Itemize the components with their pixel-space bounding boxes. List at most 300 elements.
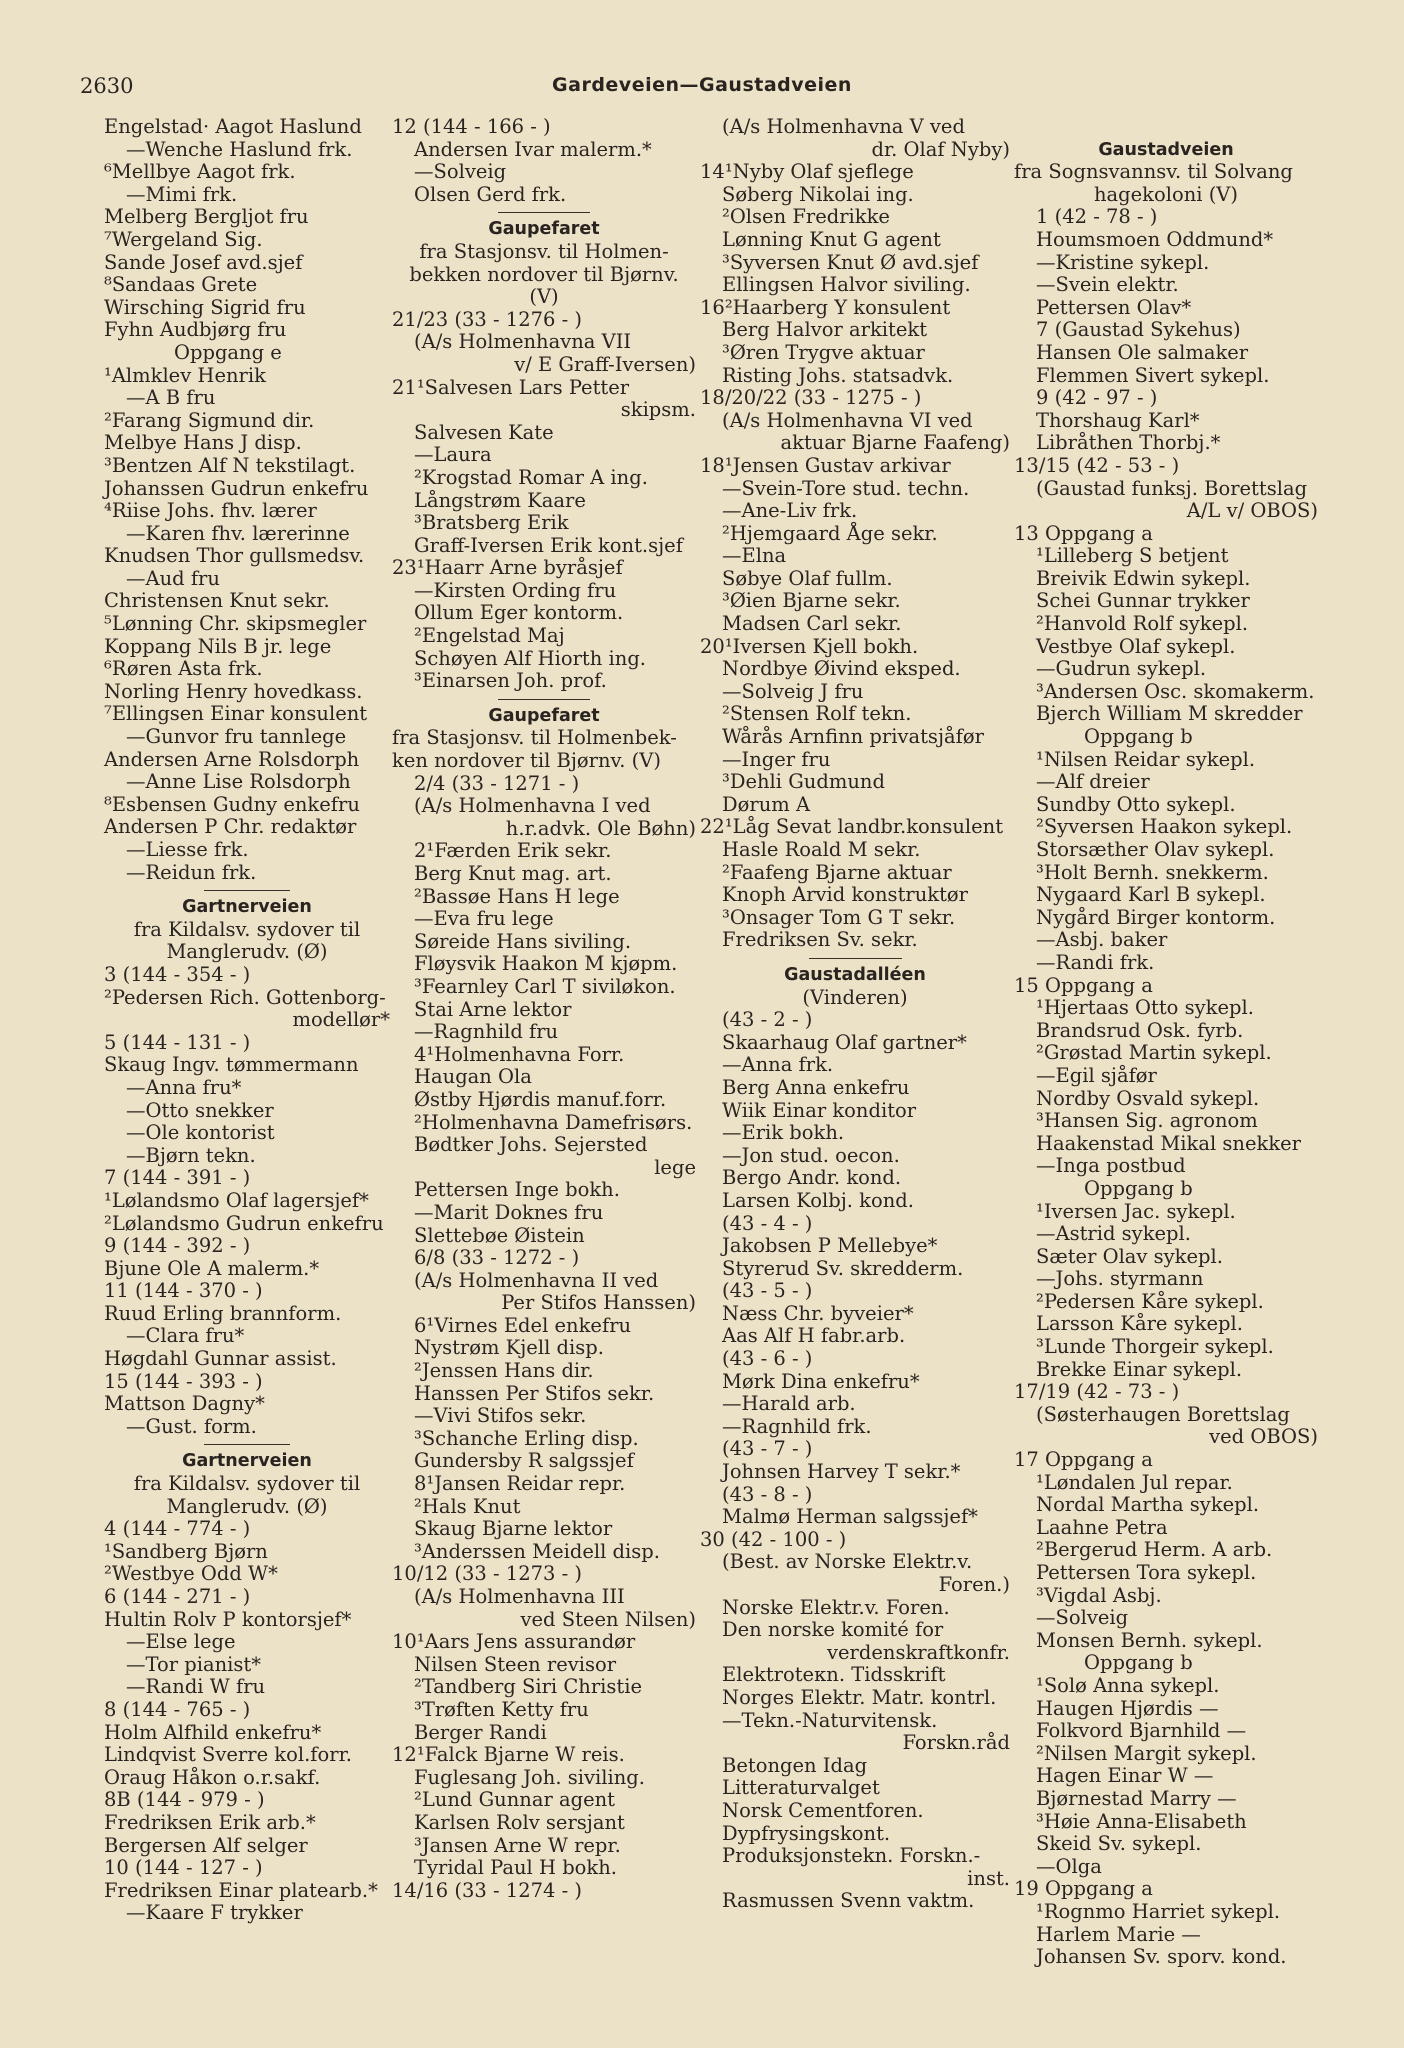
directory-entry: Høgdahl Gunnar assist. bbox=[104, 1347, 337, 1371]
directory-entry: inst. bbox=[967, 1866, 1010, 1890]
street-heading: Gaustadveien bbox=[1098, 139, 1234, 160]
directory-entry: 6/8 (33 - 1272 - ) bbox=[414, 1246, 580, 1270]
directory-entry: A/L v/ OBOS) bbox=[1186, 499, 1318, 523]
directory-entry: —Anna fru* bbox=[126, 1075, 242, 1099]
directory-entry: —Astrid sykepl. bbox=[1036, 1222, 1191, 1246]
directory-entry: 4 (144 - 774 - ) bbox=[104, 1517, 251, 1541]
directory-entry: —Wenche Haslund frk. bbox=[126, 137, 353, 161]
directory-entry: 6 (144 - 271 - ) bbox=[104, 1585, 251, 1608]
directory-entry: Nygård Birger kontorm. bbox=[1036, 905, 1276, 929]
directory-entry: Norske Elektr.v. Foren. bbox=[722, 1595, 950, 1619]
directory-entry: Litteraturvalget bbox=[722, 1776, 880, 1800]
directory-entry: ⁴Riise Johs. fhv. lærer bbox=[104, 499, 317, 523]
directory-entry: Melberg Bergljot fru bbox=[104, 205, 309, 229]
directory-entry: —Karen fhv. lærerinne bbox=[126, 521, 350, 545]
directory-entry: Hanssen Per Stifos sekr. bbox=[414, 1381, 655, 1405]
directory-entry: —Tekn.-Naturvitensk. bbox=[722, 1708, 938, 1732]
directory-entry: Bergersen Alf selger bbox=[104, 1833, 308, 1857]
directory-entry: Nygaard Karl B sykepl. bbox=[1036, 883, 1266, 907]
directory-entry: ³Bentzen Alf N tekstilagt. bbox=[104, 453, 356, 477]
directory-entry: 14¹Nyby Olaf sjeflege bbox=[700, 160, 914, 184]
directory-entry: Johnsen Harvey T sekr.* bbox=[722, 1460, 961, 1484]
directory-entry: —Olga bbox=[1036, 1854, 1102, 1878]
directory-entry: —Otto snekker bbox=[126, 1098, 274, 1122]
directory-entry: (V) bbox=[529, 285, 559, 309]
directory-entry: (43 - 5 - ) bbox=[722, 1279, 813, 1303]
directory-entry: Oppgang b bbox=[1084, 1176, 1193, 1200]
directory-entry: Søbye Olaf fullm. bbox=[722, 566, 893, 590]
directory-entry: 18¹Jensen Gustav arkivar bbox=[700, 453, 951, 477]
directory-entry: ²Faafeng Bjarne aktuar bbox=[722, 860, 952, 884]
directory-entry: Hasle Roald M sekr. bbox=[722, 838, 921, 861]
directory-entry: —Gust. form. bbox=[126, 1414, 257, 1438]
directory-entry: ⁶Røren Asta frk. bbox=[104, 657, 263, 681]
directory-entry: ²Lund Gunnar agent bbox=[414, 1788, 616, 1812]
directory-entry: 11 (144 - 370 - ) bbox=[104, 1279, 263, 1303]
directory-entry: (43 - 8 - ) bbox=[722, 1482, 813, 1506]
directory-entry: ²Tandberg Siri Christie bbox=[414, 1675, 643, 1699]
directory-entry: 10¹Aars Jens assurandør bbox=[392, 1630, 636, 1654]
directory-entry: Slettebøe Øistein bbox=[414, 1223, 585, 1247]
directory-entry: ²Nilsen Margit sykepl. bbox=[1036, 1741, 1257, 1765]
directory-entry: Harlem Marie — bbox=[1036, 1922, 1201, 1946]
directory-entry: Nordal Martha sykepl. bbox=[1036, 1493, 1260, 1517]
directory-entry: ²Krogstad Romar A ing. bbox=[414, 465, 648, 489]
directory-entry: Rasmussen Svenn vaktm. bbox=[722, 1889, 975, 1913]
directory-entry: Elektroteкn. Tidsskrift bbox=[722, 1663, 946, 1687]
directory-entry: Wirsching Sigrid fru bbox=[104, 295, 306, 319]
directory-entry: ²Grøstad Martin sykepl. bbox=[1036, 1041, 1272, 1065]
directory-entry: —Bjørn tekn. bbox=[126, 1143, 256, 1167]
section-divider bbox=[392, 206, 696, 218]
directory-entry: Stai Arne lektor bbox=[414, 997, 572, 1021]
directory-entry: ³Øren Trygve aktuar bbox=[722, 340, 925, 364]
directory-entry: 5 (144 - 131 - ) bbox=[104, 1030, 251, 1054]
directory-entry: —Johs. styrmann bbox=[1036, 1267, 1204, 1291]
directory-entry: (A/s Holmenhavna V ved bbox=[722, 115, 965, 138]
directory-entry: 7 (Gaustad Sykehus) bbox=[1036, 318, 1241, 342]
directory-entry: ⁷Ellingsen Einar konsulent bbox=[104, 702, 368, 726]
directory-entry: —Vivi Stifos sekr. bbox=[414, 1404, 587, 1428]
directory-entry: ²Lølandsmo Gudrun enkefru bbox=[104, 1211, 384, 1235]
directory-entry: 2¹Færden Erik sekr. bbox=[414, 839, 612, 863]
directory-entry: 9 (144 - 392 - ) bbox=[104, 1234, 251, 1258]
street-heading: Gaustadalléen bbox=[784, 964, 926, 985]
directory-entry: 13/15 (42 - 53 - ) bbox=[1014, 453, 1180, 477]
directory-entry: Fredriksen Sv. sekr. bbox=[722, 928, 918, 952]
directory-entry: Søreide Hans siviling. bbox=[414, 929, 632, 953]
directory-entry: 10/12 (33 - 1273 - ) bbox=[392, 1562, 583, 1586]
directory-entry: ¹Hjertaas Otto sykepl. bbox=[1036, 996, 1254, 1020]
page-title: Gardeveien—Gaustadveien bbox=[552, 74, 852, 96]
directory-entry: 17/19 (42 - 73 - ) bbox=[1014, 1380, 1180, 1404]
directory-entry: Produksjonstekn. Forskn.- bbox=[722, 1844, 981, 1868]
directory-entry: —Svein elektr. bbox=[1036, 273, 1179, 297]
street-heading: Gartnerveien bbox=[182, 1451, 312, 1472]
directory-entry: Skaarhaug Olaf gartner* bbox=[722, 1030, 967, 1054]
directory-entry: h.r.advk. Ole Bøhn) bbox=[505, 816, 696, 840]
directory-entry: Berg Halvor arkitekt bbox=[722, 318, 928, 342]
directory-entry: Graff-Iversen Erik kont.sjef bbox=[414, 533, 683, 557]
directory-entry: ¹Almklev Henrik bbox=[104, 363, 266, 387]
directory-entry: Berg Knut mag. art. bbox=[414, 862, 612, 885]
directory-entry: Gundersby R salgssjef bbox=[414, 1449, 634, 1473]
directory-entry: Knoph Arvid konstruktør bbox=[722, 883, 968, 907]
directory-entry: Ellingsen Halvor siviling. bbox=[722, 273, 971, 297]
section-divider bbox=[392, 693, 696, 705]
directory-entry: Østby Hjørdis manuf.forr. bbox=[414, 1087, 667, 1111]
directory-entry: (43 - 2 - ) bbox=[722, 1008, 813, 1032]
directory-entry: Johanssen Gudrun enkefru bbox=[104, 476, 369, 500]
street-heading: Gartnerveien bbox=[182, 897, 312, 918]
directory-entry: Larsen Kolbj. kond. bbox=[722, 1188, 914, 1212]
directory-entry: ³Dehli Gudmund bbox=[722, 770, 885, 794]
directory-entry: Den norske komité for bbox=[722, 1618, 944, 1642]
directory-entry: ³Syversen Knut Ø avd.sjef bbox=[722, 250, 979, 274]
directory-entry: ³Høie Anna-Elisabeth bbox=[1036, 1809, 1247, 1833]
directory-entry: Fuglesang Joh. siviling. bbox=[414, 1765, 645, 1789]
directory-entry: Bjerch William M skredder bbox=[1036, 702, 1303, 726]
directory-entry: Jakobsen P Mellebye* bbox=[722, 1234, 938, 1258]
directory-entry: Wiik Einar konditor bbox=[722, 1098, 917, 1122]
directory-entry: —Alf dreier bbox=[1036, 770, 1150, 794]
directory-entry: Dypfrysingskont. bbox=[722, 1821, 891, 1845]
directory-entry: fra Stasjonsv. til Holmen- bbox=[419, 239, 669, 263]
directory-entry: (43 - 4 - ) bbox=[722, 1211, 813, 1235]
directory-entry: (43 - 6 - ) bbox=[722, 1347, 813, 1371]
directory-entry: Mørk Dina enkefru* bbox=[722, 1369, 920, 1393]
directory-entry: 15 (144 - 393 - ) bbox=[104, 1369, 263, 1393]
directory-entry: Hagen Einar W — bbox=[1036, 1764, 1214, 1788]
directory-entry: bekken nordover til Bjørnv. bbox=[409, 262, 679, 286]
directory-entry: Pettersen Tora sykepl. bbox=[1036, 1561, 1257, 1584]
directory-entry: 13 Oppgang a bbox=[1014, 521, 1153, 545]
directory-entry: ¹Solø Anna sykepl. bbox=[1036, 1673, 1220, 1697]
directory-entry: ken nordover til Bjørnv. (V) bbox=[392, 749, 661, 773]
directory-entry: Berg Anna enkefru bbox=[722, 1075, 910, 1099]
directory-entry: Skeid Sv. sykepl. bbox=[1036, 1832, 1202, 1856]
directory-entry: 8B (144 - 979 - ) bbox=[104, 1788, 265, 1812]
directory-entry: (A/s Holmenhavna II ved bbox=[414, 1268, 659, 1292]
directory-entry: ³Hansen Sig. agronom bbox=[1036, 1109, 1258, 1133]
directory-entry: Libråthen Thorbj.* bbox=[1036, 431, 1221, 455]
directory-entry: aktuar Bjarne Faafeng) bbox=[780, 431, 1010, 455]
directory-entry: ³Andersen Osc. skomakerm. bbox=[1036, 679, 1315, 703]
directory-entry: Flemmen Sivert sykepl. bbox=[1036, 363, 1270, 387]
directory-entry: ³Trøften Ketty fru bbox=[414, 1697, 589, 1721]
directory-entry: ²Farang Sigmund dir. bbox=[104, 408, 315, 432]
directory-entry: Lindqvist Sverre kol.forr. bbox=[104, 1743, 352, 1767]
directory-entry: ⁶Mellbye Aagot frk. bbox=[104, 160, 296, 184]
directory-entry: Fyhn Audbjørg fru bbox=[104, 318, 287, 342]
directory-entry: —Randi W fru bbox=[126, 1675, 266, 1699]
directory-entry: (A/s Holmenhavna VI ved bbox=[722, 408, 973, 432]
directory-entry: ³Einarsen Joh. prof. bbox=[414, 669, 607, 693]
directory-entry: Hultin Rolv P kontorsjef* bbox=[104, 1607, 352, 1631]
directory-entry: ³Bratsberg Erik bbox=[414, 511, 569, 535]
directory-entry: Laahne Petra bbox=[1036, 1515, 1168, 1539]
directory-entry: Thorshaug Karl* bbox=[1036, 408, 1200, 432]
street-heading: Gaupefaret bbox=[488, 219, 600, 240]
directory-entry: Breivik Edwin sykepl. bbox=[1036, 566, 1251, 590]
directory-entry: Manglerudv. (Ø) bbox=[166, 1494, 328, 1518]
directory-entry: Sande Josef avd.sjef bbox=[104, 250, 303, 274]
directory-entry: 21¹Salvesen Lars Petter bbox=[392, 375, 630, 399]
directory-entry: Bergo Andr. kond. bbox=[722, 1166, 902, 1190]
directory-entry: ¹Rognmo Harriet sykepl. bbox=[1036, 1899, 1281, 1923]
directory-entry: Andersen Arne Rolsdorph bbox=[104, 747, 360, 771]
directory-entry: —Svein-Tore stud. techn. bbox=[722, 476, 970, 500]
directory-entry: Andersen Ivar malerm.* bbox=[414, 137, 652, 161]
directory-entry: Nilsen Steen revisor bbox=[414, 1652, 617, 1676]
directory-entry: Wårås Arnfinn privatsjåfør bbox=[722, 725, 984, 749]
directory-entry: (Søsterhaugen Borettslag bbox=[1036, 1402, 1290, 1426]
directory-entry: —Kaare F trykker bbox=[126, 1901, 303, 1925]
directory-entry: 12 (144 - 166 - ) bbox=[392, 115, 551, 138]
directory-entry: 8 (144 - 765 - ) bbox=[104, 1697, 251, 1721]
directory-entry: hagekoloni (V) bbox=[1093, 182, 1239, 206]
directory-entry: Bødtker Johs. Sejersted bbox=[414, 1133, 648, 1157]
directory-entry: Olsen Gerd frk. bbox=[414, 182, 567, 206]
directory-entry: ⁸Sandaas Grete bbox=[104, 273, 258, 297]
directory-entry: 20¹Iversen Kjell bokh. bbox=[700, 634, 919, 658]
directory-entry: ved OBOS) bbox=[1209, 1425, 1318, 1449]
directory-entry: ²Engelstad Maj bbox=[414, 624, 565, 648]
directory-entry: Søberg Nikolai ing. bbox=[722, 182, 914, 206]
directory-entry: ³Vigdal Asbj. bbox=[1036, 1583, 1162, 1607]
directory-entry: —Egil sjåfør bbox=[1036, 1063, 1157, 1087]
directory-entry: ¹Sandberg Bjørn bbox=[104, 1539, 268, 1563]
directory-entry: Berger Randi bbox=[414, 1720, 547, 1744]
directory-entry: (43 - 7 - ) bbox=[722, 1437, 813, 1461]
directory-entry: ²Stensen Rolf tekn. bbox=[722, 702, 912, 726]
directory-entry: —Else lege bbox=[126, 1630, 236, 1654]
directory-entry: ⁸Esbensen Gudny enkefru bbox=[104, 792, 360, 816]
directory-entry: ³Fearnley Carl T siviløkon. bbox=[414, 974, 676, 998]
directory-entry: —Ane-Liv frk. bbox=[722, 499, 858, 523]
directory-entry: —Ragnhild frk. bbox=[722, 1414, 872, 1438]
directory-entry: Brekke Einar sykepl. bbox=[1036, 1357, 1243, 1381]
directory-entry: ³Øien Bjarne sekr. bbox=[722, 589, 901, 613]
directory-entry: —Inger fru bbox=[722, 747, 831, 771]
section-divider bbox=[104, 1438, 390, 1450]
directory-entry: Houmsmoen Oddmund* bbox=[1036, 227, 1274, 251]
column-4 bbox=[1014, 116, 1318, 1969]
directory-entry: Schøyen Alf Hiorth ing. bbox=[414, 646, 647, 670]
directory-entry: ²Olsen Fredrikke bbox=[722, 205, 890, 229]
directory-entry: ²Bergerud Herm. A arb. bbox=[1036, 1538, 1273, 1562]
directory-entry: lege bbox=[654, 1155, 696, 1179]
directory-entry: ²Hjemgaard Åge sekr. bbox=[722, 521, 938, 545]
directory-entry: —Elna bbox=[722, 544, 787, 568]
directory-entry: 7 (144 - 391 - ) bbox=[104, 1166, 251, 1190]
directory-entry: Skaug Ingv. tømmermann bbox=[104, 1053, 359, 1077]
directory-entry: Koppang Nils B jr. lege bbox=[104, 634, 332, 658]
directory-entry: 16²Haarberg Y konsulent bbox=[700, 295, 951, 319]
directory-entry: ²Hals Knut bbox=[414, 1494, 521, 1518]
directory-entry: Fredriksen Erik arb.* bbox=[104, 1810, 316, 1834]
directory-entry: Norling Henry hovedkass. bbox=[104, 679, 363, 703]
directory-entry bbox=[1014, 116, 1318, 139]
directory-entry: Fredriksen Einar platearb.* bbox=[104, 1878, 378, 1902]
directory-entry: Haakenstad Mikal snekker bbox=[1036, 1131, 1302, 1155]
directory-entry: Malmø Herman salgssjef* bbox=[722, 1505, 978, 1529]
directory-entry: Aas Alf H fabr.arb. bbox=[722, 1324, 906, 1348]
directory-entry: Schei Gunnar trykker bbox=[1036, 589, 1250, 613]
directory-entry: Manglerudv. (Ø) bbox=[166, 940, 328, 964]
directory-entry: ¹Nilsen Reidar sykepl. bbox=[1036, 747, 1256, 771]
street-heading: Gaupefaret bbox=[488, 705, 600, 726]
directory-entry: ²Pedersen Kåre sykepl. bbox=[1036, 1289, 1264, 1313]
directory-entry: Bjune Ole A malerm.* bbox=[104, 1256, 320, 1280]
directory-entry: 10 (144 - 127 - ) bbox=[104, 1856, 263, 1880]
directory-entry: Johansen Sv. sporv. kond. bbox=[1036, 1945, 1287, 1969]
directory-entry: fra Sognsvannsv. til Solvang bbox=[1014, 160, 1293, 184]
directory-entry: ¹Lølandsmo Olaf lagersjef* bbox=[104, 1188, 369, 1212]
directory-entry: Mattson Dagny* bbox=[104, 1392, 265, 1416]
section-divider bbox=[104, 884, 390, 896]
directory-entry: —A B fru bbox=[126, 386, 216, 410]
directory-entry: ³Jansen Arne W repr. bbox=[414, 1833, 621, 1857]
directory-entry: Nordbye Øivind eksped. bbox=[722, 657, 961, 681]
directory-entry: 1 (42 - 78 - ) bbox=[1036, 205, 1158, 229]
directory-entry: —Randi frk. bbox=[1036, 950, 1155, 974]
directory-entry: Haugan Ola bbox=[414, 1065, 532, 1089]
directory-entry: Nystrøm Kjell disp. bbox=[414, 1336, 604, 1360]
directory-entry: Nordby Osvald sykepl. bbox=[1036, 1086, 1260, 1110]
directory-entry: Lønning Knut G agent bbox=[722, 227, 941, 251]
directory-entry: Larsson Kåre sykepl. bbox=[1036, 1312, 1243, 1336]
directory-entry: Oppgang b bbox=[1084, 725, 1193, 749]
directory-entry: Forskn.råd bbox=[902, 1731, 1010, 1755]
directory-entry: 21/23 (33 - 1276 - ) bbox=[392, 307, 583, 331]
directory-entry: 22¹Låg Sevat landbr.konsulent bbox=[700, 815, 1004, 839]
directory-entry: —Kirsten Ording fru bbox=[414, 578, 617, 602]
directory-entry: —Solveig bbox=[1036, 1606, 1129, 1630]
directory-entry: ¹Løndalen Jul repar. bbox=[1036, 1470, 1233, 1494]
directory-entry: v/ E Graff-Iversen) bbox=[514, 352, 696, 376]
directory-entry: —Anne Lise Rolsdorph bbox=[126, 770, 351, 794]
page-number: 2630 bbox=[80, 74, 134, 98]
directory-entry: Pettersen Inge bokh. bbox=[414, 1178, 620, 1202]
section-divider bbox=[700, 952, 1010, 964]
directory-entry: Tyridal Paul H bokh. bbox=[414, 1856, 617, 1880]
directory-entry: Risting Johs. statsadvk. bbox=[722, 363, 954, 387]
directory-entry: ³Holt Bernh. snekkerm. bbox=[1036, 860, 1269, 884]
directory-entry: ¹Iversen Jac. sykepl. bbox=[1036, 1199, 1236, 1223]
directory-entry: ⁵Lønning Chr. skipsmegler bbox=[104, 612, 367, 636]
directory-entry: Långstrøm Kaare bbox=[414, 488, 586, 512]
directory-entry: fra Stasjonsv. til Holmenbek- bbox=[392, 726, 677, 750]
directory-entry: Holm Alfhild enkefru* bbox=[104, 1720, 322, 1744]
directory-entry: Bjørnestad Marry — bbox=[1036, 1786, 1237, 1810]
directory-entry: 4¹Holmenhavna Forr. bbox=[414, 1042, 625, 1066]
directory-entry: —Anna frk. bbox=[722, 1053, 834, 1077]
directory-entry: fra Kildalsv. sydover til bbox=[133, 1472, 361, 1496]
directory-entry: fra Kildalsv. sydover til bbox=[133, 917, 361, 941]
directory-entry: Hansen Ole salmaker bbox=[1036, 340, 1249, 364]
directory-entry: skipsm. bbox=[620, 398, 696, 422]
directory-entry: Knudsen Thor gullsmedsv. bbox=[104, 544, 365, 568]
directory-entry: (A/s Holmenhavna III bbox=[414, 1585, 625, 1608]
directory-entry: Brandsrud Osk. fyrb. bbox=[1036, 1018, 1244, 1042]
directory-entry: 23¹Haarr Arne byråsjef bbox=[392, 556, 623, 580]
directory-entry: Næss Chr. byveier* bbox=[722, 1301, 914, 1325]
directory-entry: 19 Oppgang a bbox=[1014, 1877, 1153, 1901]
directory-entry: —Solveig J fru bbox=[722, 679, 864, 703]
directory-entry: ²Bassøe Hans H lege bbox=[414, 884, 620, 908]
directory-entry: Ruud Erling brannform. bbox=[104, 1301, 342, 1325]
directory-entry: —Asbj. baker bbox=[1036, 928, 1168, 952]
directory-entry: 18/20/22 (33 - 1275 - ) bbox=[700, 386, 922, 410]
directory-entry: dr. Olaf Nyby) bbox=[871, 137, 1010, 161]
directory-entry: —Gunvor fru tannlege bbox=[126, 725, 347, 749]
directory-entry: Skaug Bjarne lektor bbox=[414, 1517, 613, 1541]
directory-entry: 8¹Jansen Reidar repr. bbox=[414, 1472, 626, 1496]
directory-entry: Haugen Hjørdis — bbox=[1036, 1696, 1219, 1720]
directory-entry: Madsen Carl sekr. bbox=[722, 612, 902, 636]
directory-entry: —Solveig bbox=[414, 160, 507, 184]
directory-entry: ³Anderssen Meidell disp. bbox=[414, 1539, 660, 1563]
directory-entry: —Clara fru* bbox=[126, 1324, 245, 1348]
directory-entry: —Kristine sykepl. bbox=[1036, 250, 1210, 274]
directory-entry: Andersen P Chr. redaktør bbox=[104, 815, 357, 839]
directory-entry: —Ole kontorist bbox=[126, 1121, 275, 1145]
directory-entry: Styrerud Sv. skredderm. bbox=[722, 1256, 964, 1280]
directory-entry: Dørum A bbox=[722, 792, 811, 816]
directory-entry: —Marit Doknes fru bbox=[414, 1200, 604, 1224]
directory-entry: (Gaustad funksj. Borettslag bbox=[1036, 476, 1308, 500]
directory-entry: Vestbye Olaf sykepl. bbox=[1036, 634, 1236, 658]
directory-entry: —Mimi frk. bbox=[126, 182, 238, 206]
directory-entry: Sæter Olav sykepl. bbox=[1036, 1244, 1223, 1268]
directory-entry: —Gudrun sykepl. bbox=[1036, 657, 1207, 681]
directory-entry: Folkvord Bjarnhild — bbox=[1036, 1719, 1247, 1743]
directory-entry: (A/s Holmenhavna I ved bbox=[414, 794, 651, 818]
directory-entry: Monsen Bernh. sykepl. bbox=[1036, 1628, 1263, 1652]
directory-entry: Norges Elektr. Matr. kontrl. bbox=[722, 1685, 997, 1709]
directory-entry: (Best. av Norske Elektr.v. bbox=[722, 1550, 973, 1574]
directory-entry: Storsæther Olav sykepl. bbox=[1036, 838, 1275, 861]
directory-entry: 14/16 (33 - 1274 - ) bbox=[392, 1878, 583, 1902]
directory-entry: —Erik bokh. bbox=[722, 1121, 845, 1145]
column-3 bbox=[700, 116, 1010, 1913]
directory-entry: —Reidun frk. bbox=[126, 860, 257, 884]
directory-entry: (A/s Holmenhavna VII bbox=[414, 330, 632, 354]
directory-entry: ¹Lilleberg S betjent bbox=[1036, 544, 1229, 568]
directory-entry: 15 Oppgang a bbox=[1014, 973, 1153, 997]
directory-entry: —Tor pianist* bbox=[126, 1652, 261, 1676]
directory-entry: Christensen Knut sekr. bbox=[104, 589, 330, 613]
directory-entry: —Aud fru bbox=[126, 566, 220, 590]
directory-entry: modellør* bbox=[292, 1008, 390, 1032]
directory-entry: ²Hanvold Rolf sykepl. bbox=[1036, 612, 1249, 636]
directory-entry: 17 Oppgang a bbox=[1014, 1448, 1153, 1472]
directory-entry: Per Stifos Hanssen) bbox=[501, 1291, 696, 1315]
directory-entry: —Eva fru lege bbox=[414, 907, 554, 931]
directory-entry: 3 (144 - 354 - ) bbox=[104, 962, 251, 986]
directory-entry: —Liesse frk. bbox=[126, 838, 249, 861]
directory-entry: ²Jenssen Hans dir. bbox=[414, 1359, 594, 1383]
directory-entry: —Harald arb. bbox=[722, 1392, 856, 1416]
directory-entry: Betongen Idag bbox=[722, 1753, 868, 1777]
directory-entry: —Inga postbud bbox=[1036, 1154, 1186, 1178]
directory-entry: ²Westbye Odd W* bbox=[104, 1562, 278, 1586]
directory-entry: Foren.) bbox=[938, 1573, 1010, 1596]
directory-entry: ²Syversen Haakon sykepl. bbox=[1036, 815, 1293, 839]
directory-entry: Fløysvik Haakon M kjøpm. bbox=[414, 952, 678, 976]
directory-entry: Norsk Cementforen. bbox=[722, 1798, 924, 1822]
